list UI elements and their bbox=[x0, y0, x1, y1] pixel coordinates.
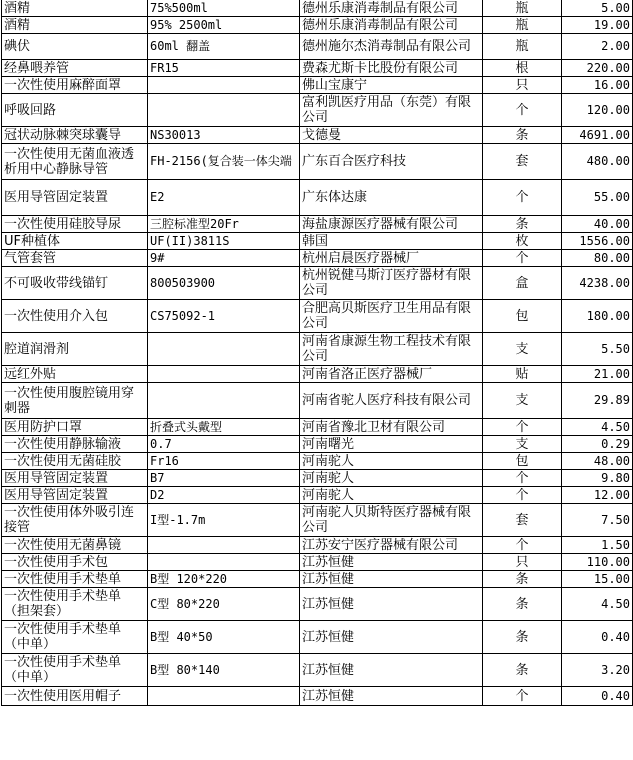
item-price: 4691.00 bbox=[562, 127, 633, 144]
item-unit: 只 bbox=[483, 77, 562, 94]
item-maker: 佛山宝康宁 bbox=[300, 77, 483, 94]
item-maker: 费森尤斯卡比股份有限公司 bbox=[300, 60, 483, 77]
item-price: 110.00 bbox=[562, 554, 633, 571]
item-unit: 包 bbox=[483, 300, 562, 333]
item-maker: 河南驼人 bbox=[300, 453, 483, 470]
item-maker: 海盐康源医疗器械有限公司 bbox=[300, 216, 483, 233]
item-spec: B型 80*140 bbox=[148, 654, 300, 687]
table-row bbox=[2, 571, 633, 588]
item-unit: 条 bbox=[483, 216, 562, 233]
item-maker: 杭州锐健马斯汀医疗器材有限公司 bbox=[300, 267, 483, 300]
item-price: 4.50 bbox=[562, 588, 633, 621]
item-name: 一次性使用静脉输液 bbox=[2, 436, 148, 453]
table-row bbox=[2, 216, 633, 233]
item-price: 29.89 bbox=[562, 383, 633, 419]
item-spec bbox=[148, 333, 300, 366]
item-name: 医用导管固定装置 bbox=[2, 470, 148, 487]
item-name: 一次性使用手术包 bbox=[2, 554, 148, 571]
item-spec bbox=[148, 94, 300, 127]
item-price: 1556.00 bbox=[562, 233, 633, 250]
table-row bbox=[2, 504, 633, 537]
item-spec bbox=[148, 554, 300, 571]
item-spec bbox=[148, 687, 300, 706]
item-spec: B型 120*220 bbox=[148, 571, 300, 588]
item-maker: 江苏恒健 bbox=[300, 571, 483, 588]
item-name: 碘伏 bbox=[2, 34, 148, 60]
table-row bbox=[2, 233, 633, 250]
item-unit: 包 bbox=[483, 453, 562, 470]
item-price: 55.00 bbox=[562, 180, 633, 216]
item-price: 21.00 bbox=[562, 366, 633, 383]
price-table-body bbox=[2, 0, 633, 706]
table-row bbox=[2, 0, 633, 17]
item-price: 120.00 bbox=[562, 94, 633, 127]
item-price: 5.00 bbox=[562, 0, 633, 17]
item-price: 0.29 bbox=[562, 436, 633, 453]
table-row bbox=[2, 621, 633, 654]
item-name: 医用导管固定装置 bbox=[2, 180, 148, 216]
item-unit: 个 bbox=[483, 487, 562, 504]
table-row bbox=[2, 267, 633, 300]
table-row bbox=[2, 180, 633, 216]
item-price: 0.40 bbox=[562, 621, 633, 654]
item-maker: 杭州启晨医疗器械厂 bbox=[300, 250, 483, 267]
item-unit: 支 bbox=[483, 436, 562, 453]
item-unit: 瓶 bbox=[483, 0, 562, 17]
item-name: 一次性使用手术垫单（中单） bbox=[2, 654, 148, 687]
table-row bbox=[2, 94, 633, 127]
item-name: 医用导管固定装置 bbox=[2, 487, 148, 504]
item-unit: 个 bbox=[483, 94, 562, 127]
item-spec: D2 bbox=[148, 487, 300, 504]
item-price: 220.00 bbox=[562, 60, 633, 77]
table-row bbox=[2, 436, 633, 453]
item-spec: 9# bbox=[148, 250, 300, 267]
table-row bbox=[2, 654, 633, 687]
item-unit: 支 bbox=[483, 383, 562, 419]
item-spec: 800503900 bbox=[148, 267, 300, 300]
item-maker: 江苏恒健 bbox=[300, 588, 483, 621]
item-price: 0.40 bbox=[562, 687, 633, 706]
item-unit: 个 bbox=[483, 419, 562, 436]
item-unit: 条 bbox=[483, 127, 562, 144]
item-unit: 套 bbox=[483, 504, 562, 537]
item-maker: 河南驼人 bbox=[300, 470, 483, 487]
item-price: 3.20 bbox=[562, 654, 633, 687]
item-name: 冠状动脉棘突球囊导 bbox=[2, 127, 148, 144]
item-name: 一次性使用无菌硅胶 bbox=[2, 453, 148, 470]
item-price: 80.00 bbox=[562, 250, 633, 267]
item-name: 一次性使用手术垫单 bbox=[2, 571, 148, 588]
item-unit: 条 bbox=[483, 571, 562, 588]
table-row bbox=[2, 17, 633, 34]
item-name: 不可吸收带线锚钉 bbox=[2, 267, 148, 300]
table-row bbox=[2, 537, 633, 554]
item-price: 4238.00 bbox=[562, 267, 633, 300]
item-spec: 60ml 翻盖 bbox=[148, 34, 300, 60]
item-name: 一次性使用硅胶导尿 bbox=[2, 216, 148, 233]
item-unit: 条 bbox=[483, 654, 562, 687]
item-price: 7.50 bbox=[562, 504, 633, 537]
item-maker: 富利凯医疗用品（东莞）有限公司 bbox=[300, 94, 483, 127]
item-spec: B型 40*50 bbox=[148, 621, 300, 654]
item-price: 16.00 bbox=[562, 77, 633, 94]
item-maker: 江苏恒健 bbox=[300, 654, 483, 687]
item-unit: 个 bbox=[483, 470, 562, 487]
item-maker: 河南省康源生物工程技术有限公司 bbox=[300, 333, 483, 366]
item-spec: Fr16 bbox=[148, 453, 300, 470]
item-spec: FH-2156(复合装一体尖端 bbox=[148, 144, 300, 180]
table-row bbox=[2, 554, 633, 571]
item-name: 腔道润滑剂 bbox=[2, 333, 148, 366]
item-spec: CS75092-1 bbox=[148, 300, 300, 333]
item-maker: 德州施尔杰消毒制品有限公司 bbox=[300, 34, 483, 60]
item-name: 一次性使用手术垫单（中单） bbox=[2, 621, 148, 654]
item-price: 5.50 bbox=[562, 333, 633, 366]
item-maker: 德州乐康消毒制品有限公司 bbox=[300, 17, 483, 34]
table-row bbox=[2, 300, 633, 333]
item-name: 一次性使用无菌鼻镜 bbox=[2, 537, 148, 554]
item-unit: 条 bbox=[483, 621, 562, 654]
item-unit: 个 bbox=[483, 537, 562, 554]
item-price: 40.00 bbox=[562, 216, 633, 233]
table-row bbox=[2, 453, 633, 470]
item-name: 呼吸回路 bbox=[2, 94, 148, 127]
item-name: 医用防护口罩 bbox=[2, 419, 148, 436]
item-price: 4.50 bbox=[562, 419, 633, 436]
item-name: 一次性使用医用帽子 bbox=[2, 687, 148, 706]
item-price: 48.00 bbox=[562, 453, 633, 470]
item-unit: 套 bbox=[483, 144, 562, 180]
item-name: 远红外贴 bbox=[2, 366, 148, 383]
item-maker: 广东体达康 bbox=[300, 180, 483, 216]
item-price: 180.00 bbox=[562, 300, 633, 333]
item-unit: 个 bbox=[483, 687, 562, 706]
item-spec: 折叠式头戴型 bbox=[148, 419, 300, 436]
item-spec: B7 bbox=[148, 470, 300, 487]
item-maker: 河南驼人 bbox=[300, 487, 483, 504]
item-price: 480.00 bbox=[562, 144, 633, 180]
item-maker: 韩国 bbox=[300, 233, 483, 250]
item-name: 一次性使用手术垫单（担架套） bbox=[2, 588, 148, 621]
item-unit: 瓶 bbox=[483, 34, 562, 60]
item-unit: 瓶 bbox=[483, 17, 562, 34]
item-maker: 河南省豫北卫材有限公司 bbox=[300, 419, 483, 436]
item-name: 经鼻喂养管 bbox=[2, 60, 148, 77]
item-unit: 条 bbox=[483, 588, 562, 621]
item-spec: I型-1.7m bbox=[148, 504, 300, 537]
table-row bbox=[2, 470, 633, 487]
item-unit: 根 bbox=[483, 60, 562, 77]
item-spec bbox=[148, 77, 300, 94]
item-unit: 个 bbox=[483, 180, 562, 216]
item-unit: 盒 bbox=[483, 267, 562, 300]
item-maker: 河南省驼人医疗科技有限公司 bbox=[300, 383, 483, 419]
item-name: 一次性使用腹腔镜用穿刺器 bbox=[2, 383, 148, 419]
item-spec bbox=[148, 366, 300, 383]
item-spec: 75%500ml bbox=[148, 0, 300, 17]
item-price: 9.80 bbox=[562, 470, 633, 487]
table-row bbox=[2, 588, 633, 621]
table-row bbox=[2, 127, 633, 144]
item-price: 12.00 bbox=[562, 487, 633, 504]
item-unit: 枚 bbox=[483, 233, 562, 250]
table-row bbox=[2, 366, 633, 383]
item-maker: 广东百合医疗科技 bbox=[300, 144, 483, 180]
item-price: 2.00 bbox=[562, 34, 633, 60]
item-unit: 只 bbox=[483, 554, 562, 571]
item-maker: 合肥高贝斯医疗卫生用品有限公司 bbox=[300, 300, 483, 333]
item-name: 气管套管 bbox=[2, 250, 148, 267]
item-maker: 戈德曼 bbox=[300, 127, 483, 144]
item-name: UF种植体 bbox=[2, 233, 148, 250]
table-row bbox=[2, 60, 633, 77]
table-row bbox=[2, 250, 633, 267]
item-name: 一次性使用体外吸引连接管 bbox=[2, 504, 148, 537]
item-maker: 河南省洛正医疗器械厂 bbox=[300, 366, 483, 383]
table-row bbox=[2, 77, 633, 94]
item-spec: 0.7 bbox=[148, 436, 300, 453]
item-unit: 贴 bbox=[483, 366, 562, 383]
item-spec: E2 bbox=[148, 180, 300, 216]
item-spec: UF(II)3811S bbox=[148, 233, 300, 250]
item-maker: 河南曙光 bbox=[300, 436, 483, 453]
item-spec: FR15 bbox=[148, 60, 300, 77]
item-spec: 95% 2500ml bbox=[148, 17, 300, 34]
price-table bbox=[1, 0, 633, 706]
item-spec: 三腔标准型20Fr bbox=[148, 216, 300, 233]
table-row bbox=[2, 144, 633, 180]
table-row bbox=[2, 383, 633, 419]
item-name: 酒精 bbox=[2, 17, 148, 34]
item-maker: 德州乐康消毒制品有限公司 bbox=[300, 0, 483, 17]
table-row bbox=[2, 333, 633, 366]
item-name: 一次性使用无菌血液透析用中心静脉导管 bbox=[2, 144, 148, 180]
item-price: 19.00 bbox=[562, 17, 633, 34]
item-unit: 个 bbox=[483, 250, 562, 267]
item-maker: 江苏恒健 bbox=[300, 687, 483, 706]
item-spec: C型 80*220 bbox=[148, 588, 300, 621]
item-spec bbox=[148, 383, 300, 419]
item-maker: 江苏安宁医疗器械有限公司 bbox=[300, 537, 483, 554]
item-unit: 支 bbox=[483, 333, 562, 366]
table-row bbox=[2, 687, 633, 706]
item-maker: 河南驼人贝斯特医疗器械有限公司 bbox=[300, 504, 483, 537]
item-price: 1.50 bbox=[562, 537, 633, 554]
item-spec bbox=[148, 537, 300, 554]
table-row bbox=[2, 34, 633, 60]
table-row bbox=[2, 487, 633, 504]
item-name: 一次性使用麻醉面罩 bbox=[2, 77, 148, 94]
item-name: 酒精 bbox=[2, 0, 148, 17]
item-maker: 江苏恒健 bbox=[300, 621, 483, 654]
item-price: 15.00 bbox=[562, 571, 633, 588]
item-spec: NS30013 bbox=[148, 127, 300, 144]
item-name: 一次性使用介入包 bbox=[2, 300, 148, 333]
table-row bbox=[2, 419, 633, 436]
item-maker: 江苏恒健 bbox=[300, 554, 483, 571]
